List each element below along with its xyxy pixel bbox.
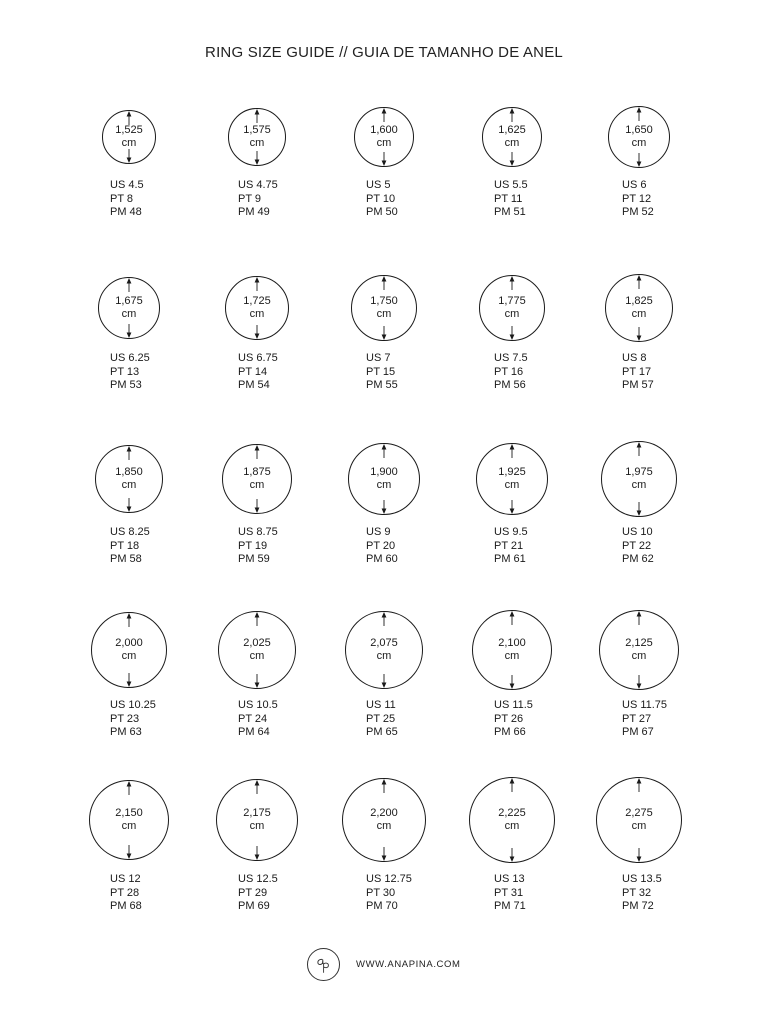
size-us: US 11.5 xyxy=(494,699,533,711)
diameter-value: 2,150 xyxy=(115,807,143,819)
arrow-down-icon xyxy=(634,848,644,862)
size-pm: PM 72 xyxy=(622,900,654,912)
size-pt: PT 32 xyxy=(622,886,652,899)
diameter-unit: cm xyxy=(504,820,520,832)
size-pm: PM 56 xyxy=(494,379,526,391)
diameter-value: 1,725 xyxy=(243,295,271,307)
arrow-up-icon xyxy=(252,277,262,291)
diameter-value: 2,000 xyxy=(115,637,143,649)
size-pt: PT 21 xyxy=(494,539,524,552)
size-pt: PT 26 xyxy=(494,712,524,725)
size-pm: PM 62 xyxy=(622,553,654,565)
ring-diameter-label xyxy=(355,124,413,150)
arrow-up-icon xyxy=(507,778,517,792)
diameter-unit: cm xyxy=(376,650,392,662)
ring-diameter-label xyxy=(609,124,669,150)
size-pm: PM 57 xyxy=(622,379,654,391)
diameter-value: 1,750 xyxy=(370,295,398,307)
size-equivalents xyxy=(622,352,654,393)
ring-diameter-label xyxy=(600,637,678,663)
ring-diameter-label xyxy=(90,807,168,833)
diameter-unit: cm xyxy=(249,820,265,832)
arrow-down-icon xyxy=(507,152,517,166)
size-pm: PM 55 xyxy=(366,379,398,391)
size-pm: PM 60 xyxy=(366,553,398,565)
ring-diameter-label xyxy=(470,807,554,833)
arrow-up-icon xyxy=(379,779,389,793)
arrow-up-icon xyxy=(634,275,644,289)
ring-diameter-label xyxy=(226,295,288,321)
size-pm: PM 67 xyxy=(622,726,654,738)
size-us: US 13.5 xyxy=(622,873,662,885)
ring-circle xyxy=(479,275,545,341)
arrow-down-icon xyxy=(634,153,644,167)
size-pt: PT 27 xyxy=(622,712,652,725)
arrow-up-icon xyxy=(252,109,262,123)
size-us: US 6.25 xyxy=(110,352,150,364)
size-pm: PM 68 xyxy=(110,900,142,912)
arrow-up-icon xyxy=(124,613,134,627)
arrow-down-icon xyxy=(124,149,134,163)
ring-diameter-label xyxy=(477,466,547,492)
arrow-down-icon xyxy=(124,673,134,687)
diameter-unit: cm xyxy=(376,479,392,491)
size-equivalents xyxy=(110,179,144,220)
ring-diameter-label xyxy=(349,466,419,492)
diameter-unit: cm xyxy=(121,479,137,491)
size-pm: PM 66 xyxy=(494,726,526,738)
arrow-up-icon xyxy=(124,781,134,795)
ring-diameter-label xyxy=(92,637,166,663)
size-pt: PT 29 xyxy=(238,886,268,899)
diameter-value: 1,650 xyxy=(625,124,653,136)
arrow-up-icon xyxy=(634,107,644,121)
size-equivalents xyxy=(366,352,398,393)
diameter-value: 1,900 xyxy=(370,466,398,478)
size-equivalents xyxy=(622,873,662,914)
diameter-unit: cm xyxy=(504,308,520,320)
size-us: US 5 xyxy=(366,179,391,191)
diameter-unit: cm xyxy=(631,650,647,662)
size-us: US 6.75 xyxy=(238,352,278,364)
website-url: WWW.ANAPINA.COM xyxy=(356,959,461,970)
size-equivalents xyxy=(238,873,278,914)
ring-diameter-label xyxy=(217,807,297,833)
ring-circle xyxy=(476,443,548,515)
diameter-unit: cm xyxy=(121,308,137,320)
arrow-down-icon xyxy=(379,326,389,340)
size-us: US 4.75 xyxy=(238,179,278,191)
ring-circle xyxy=(608,106,670,168)
ring-circle xyxy=(596,777,682,863)
diameter-value: 2,225 xyxy=(498,807,526,819)
ring-diameter-label xyxy=(229,124,285,150)
diameter-unit: cm xyxy=(376,308,392,320)
ring-diameter-label xyxy=(597,807,681,833)
size-equivalents xyxy=(494,352,528,393)
size-pm: PM 51 xyxy=(494,206,526,218)
ring-circle xyxy=(228,108,286,166)
arrow-down-icon xyxy=(634,502,644,516)
size-us: US 10.5 xyxy=(238,699,278,711)
arrow-up-icon xyxy=(634,611,644,625)
ring-circle xyxy=(102,110,156,164)
size-us: US 7.5 xyxy=(494,352,528,364)
arrow-up-icon xyxy=(634,778,644,792)
size-pt: PT 20 xyxy=(366,539,396,552)
size-pt: PT 10 xyxy=(366,192,396,205)
ring-diameter-label xyxy=(480,295,544,321)
diameter-unit: cm xyxy=(249,650,265,662)
diameter-unit: cm xyxy=(376,820,392,832)
arrow-up-icon xyxy=(507,276,517,290)
size-us: US 12 xyxy=(110,873,141,885)
arrow-down-icon xyxy=(124,498,134,512)
ring-circle xyxy=(216,779,298,861)
size-equivalents xyxy=(238,699,278,740)
ap-monogram-logo xyxy=(307,948,340,981)
arrow-up-icon xyxy=(507,444,517,458)
diameter-value: 1,600 xyxy=(370,124,398,136)
size-pt: PT 15 xyxy=(366,365,396,378)
size-pt: PT 31 xyxy=(494,886,524,899)
size-pt: PT 8 xyxy=(110,192,134,205)
size-us: US 11.75 xyxy=(622,699,668,711)
arrow-up-icon xyxy=(379,276,389,290)
ring-diameter-label xyxy=(99,295,159,321)
arrow-up-icon xyxy=(252,612,262,626)
arrow-down-icon xyxy=(124,324,134,338)
diameter-value: 1,625 xyxy=(498,124,526,136)
size-equivalents xyxy=(494,179,528,220)
arrow-down-icon xyxy=(252,846,262,860)
arrow-down-icon xyxy=(507,848,517,862)
arrow-down-icon xyxy=(252,499,262,513)
diameter-unit: cm xyxy=(504,479,520,491)
size-pm: PM 50 xyxy=(366,206,398,218)
diameter-value: 2,200 xyxy=(370,807,398,819)
size-pm: PM 49 xyxy=(238,206,270,218)
size-pt: PT 18 xyxy=(110,539,140,552)
arrow-up-icon xyxy=(252,445,262,459)
size-us: US 13 xyxy=(494,873,525,885)
arrow-up-icon xyxy=(379,108,389,122)
size-pt: PT 25 xyxy=(366,712,396,725)
ring-circle xyxy=(91,612,167,688)
size-equivalents xyxy=(110,526,150,567)
size-pm: PM 70 xyxy=(366,900,398,912)
diameter-value: 2,275 xyxy=(625,807,653,819)
diameter-value: 2,175 xyxy=(243,807,271,819)
arrow-down-icon xyxy=(507,326,517,340)
size-pt: PT 12 xyxy=(622,192,652,205)
ring-circle xyxy=(348,443,420,515)
arrow-up-icon xyxy=(124,278,134,292)
ring-circle xyxy=(605,274,673,342)
size-pm: PM 54 xyxy=(238,379,270,391)
arrow-up-icon xyxy=(252,780,262,794)
diameter-unit: cm xyxy=(249,308,265,320)
arrow-down-icon xyxy=(634,675,644,689)
diameter-unit: cm xyxy=(504,137,520,149)
size-equivalents xyxy=(622,526,654,567)
size-us: US 8.75 xyxy=(238,526,278,538)
size-pm: PM 71 xyxy=(494,900,526,912)
size-equivalents xyxy=(366,526,398,567)
diameter-unit: cm xyxy=(631,820,647,832)
ring-diameter-label xyxy=(223,466,291,492)
arrow-down-icon xyxy=(252,674,262,688)
ring-circle xyxy=(95,445,163,513)
diameter-value: 1,975 xyxy=(625,466,653,478)
size-us: US 9 xyxy=(366,526,391,538)
size-equivalents xyxy=(110,352,150,393)
arrow-down-icon xyxy=(507,500,517,514)
size-pt: PT 14 xyxy=(238,365,268,378)
size-pm: PM 59 xyxy=(238,553,270,565)
ring-diameter-label xyxy=(352,295,416,321)
size-us: US 10.25 xyxy=(110,699,156,711)
ring-diameter-label xyxy=(103,124,155,150)
size-equivalents xyxy=(494,873,526,914)
size-pt: PT 28 xyxy=(110,886,140,899)
diameter-value: 1,575 xyxy=(243,124,271,136)
diameter-unit: cm xyxy=(249,479,265,491)
arrow-down-icon xyxy=(379,674,389,688)
size-equivalents xyxy=(110,699,156,740)
size-equivalents xyxy=(494,526,528,567)
size-us: US 8 xyxy=(622,352,647,364)
size-equivalents xyxy=(622,179,654,220)
arrow-up-icon xyxy=(507,108,517,122)
size-pt: PT 23 xyxy=(110,712,140,725)
ring-circle xyxy=(354,107,414,167)
ring-circle xyxy=(469,777,555,863)
size-equivalents xyxy=(238,179,278,220)
diameter-value: 1,525 xyxy=(115,124,143,136)
ring-circle xyxy=(599,610,679,690)
ring-circle xyxy=(345,611,423,689)
ring-diameter-label xyxy=(219,637,295,663)
arrow-down-icon xyxy=(252,151,262,165)
size-pm: PM 61 xyxy=(494,553,526,565)
arrow-up-icon xyxy=(379,612,389,626)
size-us: US 7 xyxy=(366,352,391,364)
size-pm: PM 63 xyxy=(110,726,142,738)
ring-diameter-label xyxy=(473,637,551,663)
size-pt: PT 17 xyxy=(622,365,652,378)
size-pt: PT 13 xyxy=(110,365,140,378)
size-us: US 6 xyxy=(622,179,647,191)
ring-circle xyxy=(98,277,160,339)
ring-circle xyxy=(225,276,289,340)
size-pt: PT 24 xyxy=(238,712,268,725)
arrow-down-icon xyxy=(252,325,262,339)
ring-circle xyxy=(89,780,169,860)
diameter-value: 2,025 xyxy=(243,637,271,649)
size-equivalents xyxy=(366,699,398,740)
size-us: US 5.5 xyxy=(494,179,528,191)
ring-diameter-label xyxy=(606,295,672,321)
ring-diameter-label xyxy=(96,466,162,492)
page-title: RING SIZE GUIDE // GUIA DE TAMANHO DE ANEL xyxy=(205,44,563,61)
diameter-value: 1,925 xyxy=(498,466,526,478)
arrow-up-icon xyxy=(634,442,644,456)
size-pm: PM 58 xyxy=(110,553,142,565)
size-us: US 4.5 xyxy=(110,179,144,191)
size-pm: PM 53 xyxy=(110,379,142,391)
size-pt: PT 22 xyxy=(622,539,652,552)
size-pt: PT 11 xyxy=(494,192,523,205)
size-equivalents xyxy=(622,699,667,740)
size-us: US 11 xyxy=(366,699,396,711)
diameter-value: 2,125 xyxy=(625,637,653,649)
diameter-unit: cm xyxy=(376,137,392,149)
ring-diameter-label xyxy=(346,637,422,663)
ring-circle xyxy=(342,778,426,862)
ring-circle xyxy=(482,107,542,167)
size-pt: PT 19 xyxy=(238,539,268,552)
size-equivalents xyxy=(366,873,412,914)
arrow-down-icon xyxy=(379,152,389,166)
size-us: US 9.5 xyxy=(494,526,528,538)
arrow-up-icon xyxy=(507,611,517,625)
diameter-value: 1,675 xyxy=(115,295,143,307)
diameter-unit: cm xyxy=(121,820,137,832)
size-equivalents xyxy=(366,179,398,220)
diameter-value: 2,100 xyxy=(498,637,526,649)
ring-diameter-label xyxy=(343,807,425,833)
diameter-unit: cm xyxy=(631,137,647,149)
diameter-value: 1,850 xyxy=(115,466,143,478)
diameter-value: 1,875 xyxy=(243,466,271,478)
arrow-down-icon xyxy=(507,675,517,689)
ring-circle xyxy=(601,441,677,517)
size-us: US 12.75 xyxy=(366,873,412,885)
size-pt: PT 16 xyxy=(494,365,524,378)
size-equivalents xyxy=(238,526,278,567)
size-equivalents xyxy=(110,873,142,914)
diameter-value: 1,775 xyxy=(498,295,526,307)
size-pm: PM 69 xyxy=(238,900,270,912)
ring-diameter-label xyxy=(483,124,541,150)
size-pm: PM 48 xyxy=(110,206,142,218)
diameter-value: 1,825 xyxy=(625,295,653,307)
ring-diameter-label xyxy=(602,466,676,492)
arrow-up-icon xyxy=(379,444,389,458)
size-pt: PT 30 xyxy=(366,886,396,899)
size-pm: PM 65 xyxy=(366,726,398,738)
diameter-unit: cm xyxy=(631,479,647,491)
diameter-unit: cm xyxy=(249,137,265,149)
size-pm: PM 64 xyxy=(238,726,270,738)
ring-circle xyxy=(222,444,292,514)
arrow-down-icon xyxy=(634,327,644,341)
size-equivalents xyxy=(494,699,533,740)
diameter-unit: cm xyxy=(121,137,137,149)
size-equivalents xyxy=(238,352,278,393)
size-pm: PM 52 xyxy=(622,206,654,218)
diameter-value: 2,075 xyxy=(370,637,398,649)
arrow-up-icon xyxy=(124,446,134,460)
size-us: US 10 xyxy=(622,526,653,538)
arrow-down-icon xyxy=(379,500,389,514)
ring-circle xyxy=(351,275,417,341)
diameter-unit: cm xyxy=(631,308,647,320)
size-us: US 8.25 xyxy=(110,526,150,538)
ring-circle xyxy=(472,610,552,690)
arrow-down-icon xyxy=(124,845,134,859)
arrow-up-icon xyxy=(124,111,134,125)
diameter-unit: cm xyxy=(504,650,520,662)
ring-circle xyxy=(218,611,296,689)
size-pt: PT 9 xyxy=(238,192,262,205)
size-us: US 12.5 xyxy=(238,873,278,885)
arrow-down-icon xyxy=(379,847,389,861)
diameter-unit: cm xyxy=(121,650,137,662)
